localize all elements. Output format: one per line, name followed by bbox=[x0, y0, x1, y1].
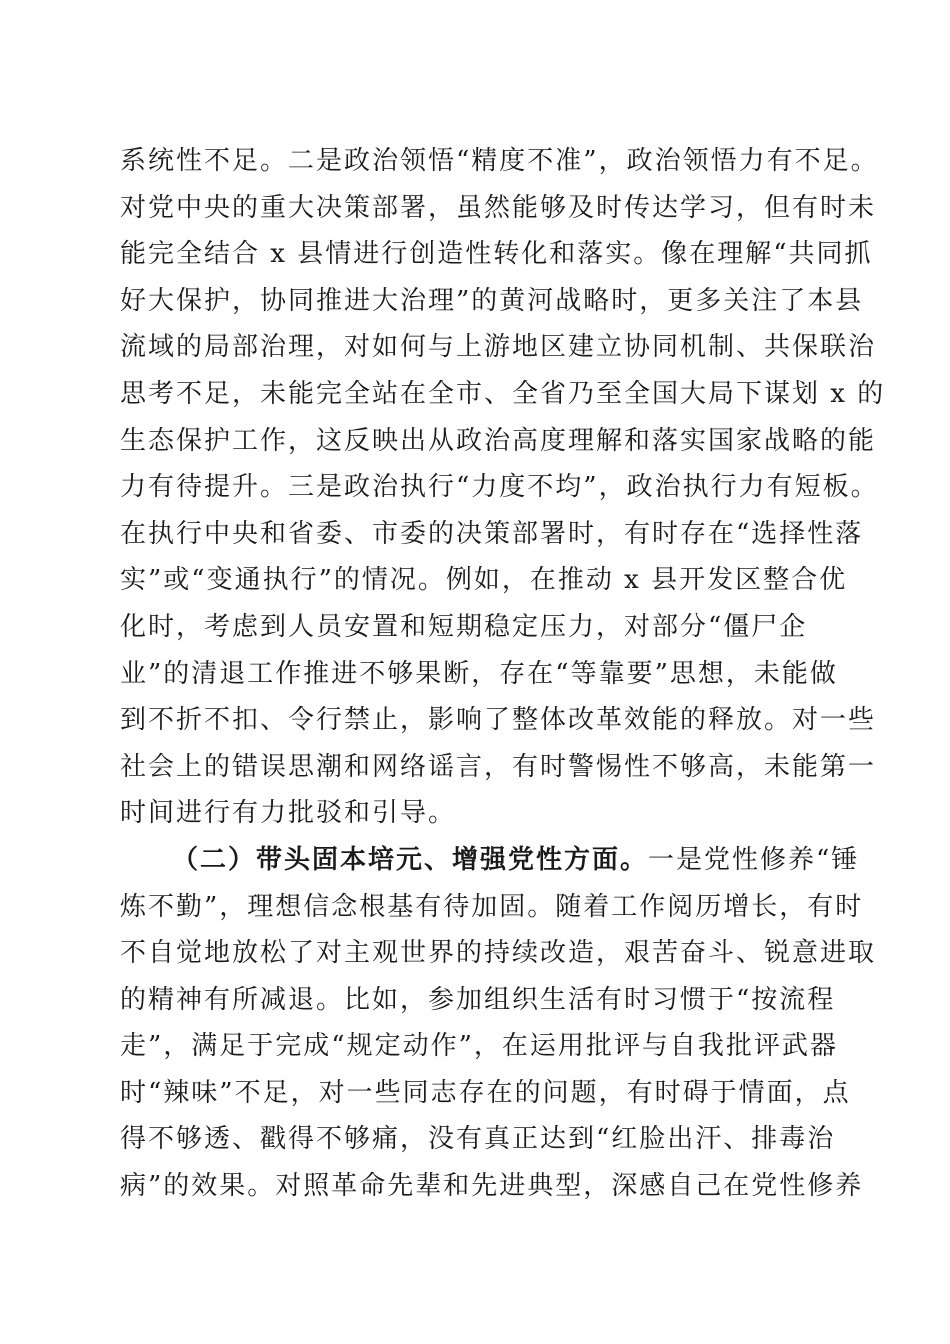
text-line: 能完全结合 x 县情进行创造性转化和落实。像在理解“共同抓 bbox=[120, 239, 873, 270]
text-line: 实”或“变通执行”的情况。例如，在推动 x 县开发区整合优 bbox=[120, 565, 848, 596]
text-line: 走”，满足于完成“规定动作”，在运用批评与自我批评武器 bbox=[120, 1031, 838, 1062]
document-body bbox=[120, 138, 886, 1210]
text-line: 流域的局部治理，对如何与上游地区建立协同机制、共保联治 bbox=[120, 332, 877, 363]
text-line: 炼不勤”，理想信念根基有待加固。随着工作阅历增长，有时 bbox=[120, 891, 864, 922]
text-line: 的精神有所减退。比如，参加组织生活有时习惯于“按流程 bbox=[120, 984, 836, 1015]
text-line: 时间进行有力批驳和引导。 bbox=[120, 798, 457, 829]
text-line: 不自觉地放松了对主观世界的持续改造，艰苦奋斗、锐意进取 bbox=[120, 938, 877, 969]
section-first-line bbox=[120, 837, 860, 884]
text-line: 好大保护，协同推进大治理”的黄河战略时，更多关注了本县 bbox=[120, 285, 864, 316]
text-line: 病”的效果。对照革命先辈和先进典型，深感自己在党性修养 bbox=[120, 1171, 864, 1202]
text-line: 业”的清退工作推进不够果断，存在“等靠要”思想，未能做 bbox=[120, 658, 838, 689]
text-line: 化时，考虑到人员安置和短期稳定压力，对部分“僵尸企 bbox=[120, 611, 808, 642]
text-line: 在执行中央和省委、市委的决策部署时，有时存在“选择性落 bbox=[120, 518, 864, 549]
text-line: 生态保护工作，这反映出从政治高度理解和落实国家战略的能 bbox=[120, 425, 877, 456]
text-line: 思考不足，未能完全站在全市、全省乃至全国大局下谋划 x 的 bbox=[120, 378, 886, 409]
section-first-line-text: 一是党性修养“锤 bbox=[648, 844, 860, 875]
section-heading: （二）带头固本培元、增强党性方面。 bbox=[172, 844, 649, 875]
text-line: 社会上的错误思潮和网络谣言，有时警惕性不够高，未能第一 bbox=[120, 751, 877, 782]
text-line: 时“辣味”不足，对一些同志存在的问题，有时碍于情面，点 bbox=[120, 1077, 851, 1108]
text-line: 得不够透、戳得不够痛，没有真正达到“红脸出汗、排毒治 bbox=[120, 1124, 836, 1155]
text-line: 对党中央的重大决策部署，虽然能够及时传达学习，但有时未 bbox=[120, 192, 877, 223]
text-line: 力有待提升。三是政治执行“力度不均”，政治执行力有短板。 bbox=[120, 472, 879, 503]
text-line: 到不折不扣、令行禁止，影响了整体改革效能的释放。对一些 bbox=[120, 705, 877, 736]
text-line: 系统性不足。二是政治领悟“精度不准”，政治领悟力有不足。 bbox=[120, 146, 879, 176]
